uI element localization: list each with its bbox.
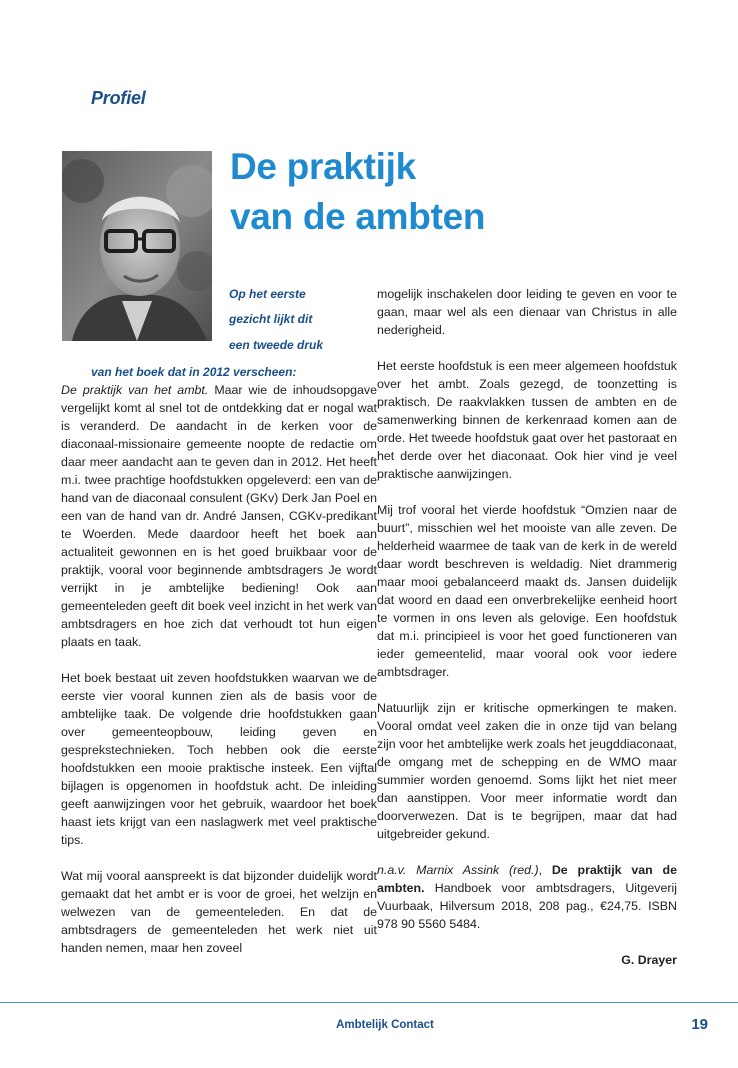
- page-number: 19: [691, 1016, 708, 1033]
- intro-line-2: gezicht lijkt dit: [229, 312, 313, 326]
- section-label: Profiel: [91, 88, 146, 108]
- intro-line-4: van het boek dat in 2012 verscheen:: [91, 365, 297, 379]
- title-line-2: van de ambten: [230, 196, 486, 237]
- intro-line-3: een tweede druk: [229, 338, 324, 352]
- paragraph-text: Maar wie de inhoudsopgave vergelijkt komt al snel tot de ontdekking dat er nogal wat is veranderd. De aandacht in de kerken voor de diaconaal-missionaire gemeente noopte de redactie om daar meer aandacht aan te geven dan in 2012. Het heeft m.i. twee prachtige hoofdstukken opgeleverd: een van de hand van de diaconaal consulent (GKv) Derk Jan Poel en een van de hand van dr. André Jansen, CGKv-predikant te Woerden. Mede daardoor heeft het boek aan actualiteit gewonnen en is het goed bruikbaar voor de praktijk, vooral voor beginnende ambtsdragers Je wordt verrijkt in je ambtelijke bediening! Ook aan gemeenteleden geeft dit boek veel inzicht in het werk van ambtsdragers en hoe zich dat verhoudt tot hun eigen plaats en taak.: [61, 383, 377, 649]
- right-column: [377, 285, 677, 987]
- paragraph: Mij trof vooral het vierde hoofdstuk “Omzien naar de buurt”, misschien wel het mooiste van alle zeven. De helderheid waarmee de taak van de kerk in de wereld daar wordt beschreven is weldadig. Niet drammerig maar mooi gebalanceerd maakt ds. Jansen duidelijk dat woord en daad een onverbrekelijke eenheid hoort te vormen in ons leven als gelovige. Een hoofdstuk dat m.i. principieel is voor het goed functioneren van ieder gemeentelid, maar vooral ook voor iedere ambtsdrager.: [377, 503, 677, 679]
- paragraph: [61, 381, 377, 651]
- book-reference: [377, 861, 677, 933]
- author-photo: [62, 151, 212, 341]
- book-title-italic: De praktijk van het ambt.: [61, 383, 209, 397]
- reference-editor: n.a.v. Marnix Assink (red.): [377, 863, 539, 877]
- paragraph: mogelijk inschakelen door leiding te geven en voor te gaan, maar wel als een dienaar van Christus in alle nederigheid.: [377, 287, 677, 337]
- left-column: [61, 381, 377, 975]
- title-line-1: De praktijk: [230, 146, 416, 187]
- paragraph: Het boek bestaat uit zeven hoofdstukken waarvan we de eerste vier vooral kunnen zien als de basis voor de ambtelijke taak. De volgende drie hoofdstukken gaan over gemeenteopbouw, leiding geven en gesprekstechnieken. Toch hebben ook die eerste hoofdstukken een mooie praktische insteek. Een vijftal bijlagen is opgenomen in hoofdstuk acht. De inleiding geeft aanwijzingen voor het gebruik, waardoor het boek haast iets krijgt van een naslagwerk met veel praktische tips.: [61, 671, 377, 847]
- footer-divider: [0, 1002, 738, 1003]
- intro-line-1: Op het eerste: [229, 287, 306, 301]
- paragraph: Natuurlijk zijn er kritische opmerkingen te maken. Vooral omdat veel zaken die in onze tijd van belang zijn voor het ambtelijke werk zoals het jeugddiaconaat, de omgang met de schepping en de WMO maar summier worden genoemd. Soms lijkt het niet meer dan aanstippen. Voor meer informatie wordt dan doorverwezen. Dat is te begrijpen, maar dat had uitgebreider gekund.: [377, 701, 677, 841]
- author-signature: G. Drayer: [621, 953, 677, 967]
- reference-details: Handboek voor ambtsdragers, Uitgeverij Vuurbaak, Hilversum 2018, 208 pag., €24,75. ISBN 978 90 5560 5484.: [377, 881, 677, 931]
- article-title: [230, 142, 485, 242]
- reference-separator: ,: [538, 863, 552, 877]
- publication-name: Ambtelijk Contact: [336, 1019, 434, 1031]
- paragraph: Het eerste hoofdstuk is een meer algemeen hoofdstuk over het ambt. Zoals gezegd, de toonzetting is praktisch. De raakvlakken tussen de ambten en de samenwerking binnen de kerkenraad komen aan de orde. Het tweede hoofdstuk gaat over het pastoraat en het derde over het diaconaat. Ook hier vind je veel praktische aanwijzingen.: [377, 359, 677, 481]
- portrait-image: [62, 151, 212, 341]
- reference-book-title: De praktijk van de ambten.: [377, 863, 677, 895]
- paragraph: Wat mij vooral aanspreekt is dat bijzonder duidelijk wordt gemaakt dat het ambt er is voor de groei, het welzijn en welwezen van de gemeenteleden. En dat de ambtsdragers de gemeenteleden het werk niet uit handen nemen, maar hen zoveel: [61, 869, 377, 955]
